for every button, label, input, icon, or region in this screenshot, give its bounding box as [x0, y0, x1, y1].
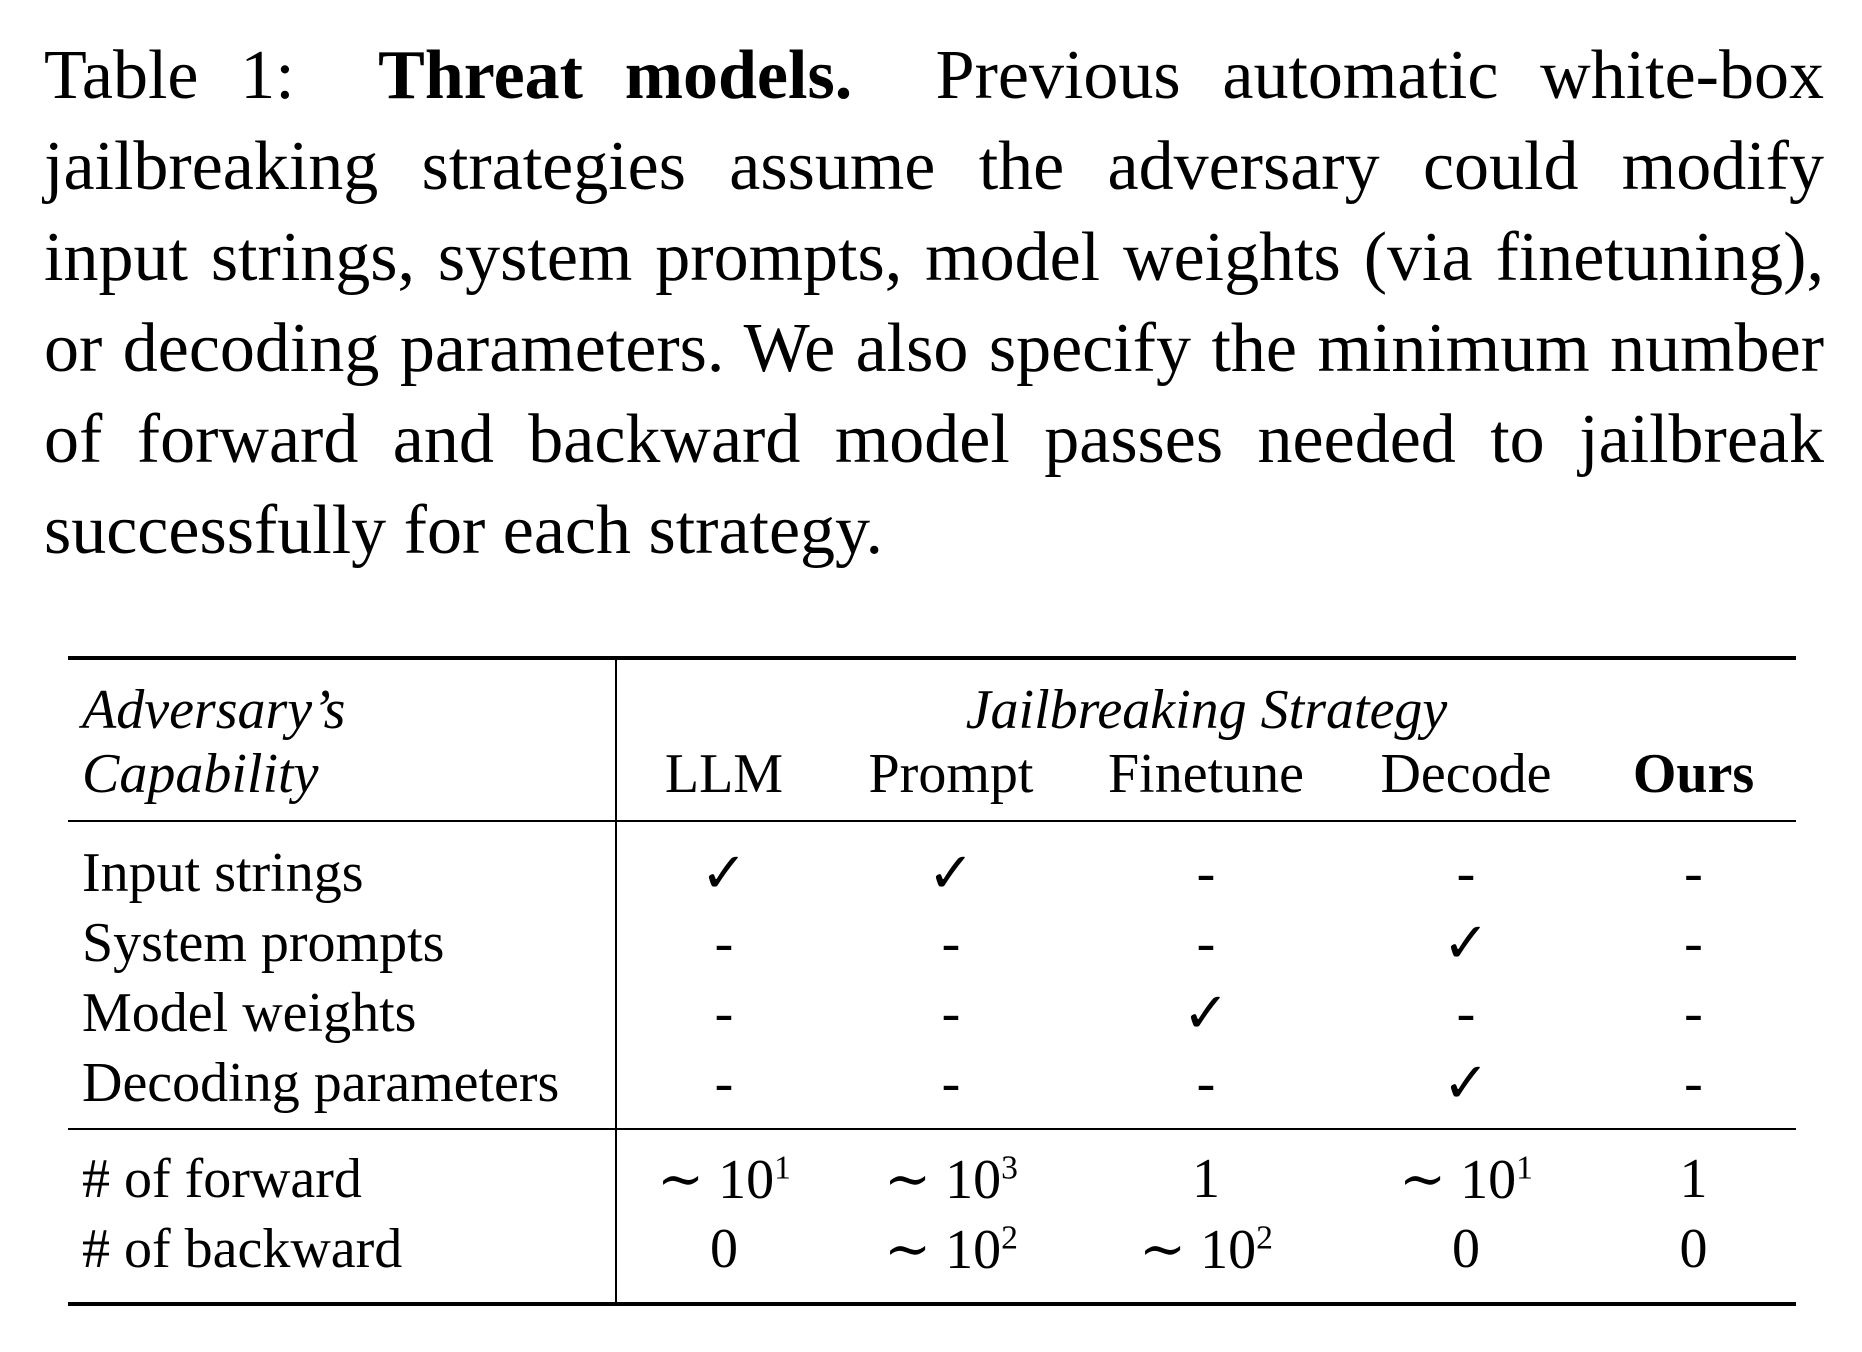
- table-cell: [831, 1129, 1071, 1214]
- cell-base: 0: [710, 1218, 738, 1280]
- table-cell: -: [714, 912, 734, 974]
- table-cell: [1591, 1129, 1796, 1214]
- row-label: Decoding parameters: [68, 1048, 616, 1129]
- cell-base: 0: [1679, 1218, 1708, 1280]
- table-cell: -: [941, 982, 961, 1044]
- cell-exponent: 1: [1516, 1148, 1533, 1186]
- row-label: # of forward: [68, 1129, 616, 1214]
- table: [68, 656, 1796, 1306]
- row-header-line2: Capability: [68, 742, 616, 821]
- caption-title: Threat models.: [378, 37, 853, 114]
- table-cell: -: [941, 912, 961, 974]
- table-cell: -: [1684, 982, 1703, 1044]
- table-cell: [1341, 1214, 1591, 1304]
- table-cell: -: [1684, 912, 1703, 974]
- col-header-llm: LLM: [664, 743, 784, 805]
- table-cell: -: [1341, 821, 1591, 908]
- cell-exponent: 2: [1256, 1218, 1273, 1256]
- header-row-1: [68, 658, 1796, 742]
- table-cell: [1591, 1214, 1796, 1304]
- caption-label: Table 1:: [44, 37, 295, 114]
- table-cell: -: [1684, 1052, 1703, 1114]
- cell-base: ∼ 10: [884, 1218, 1002, 1281]
- row-label: # of backward: [68, 1214, 616, 1304]
- table-cell: -: [1071, 821, 1341, 908]
- table-cell: -: [1456, 982, 1476, 1044]
- cell-base: ∼ 10: [657, 1148, 775, 1211]
- row-label: Input strings: [68, 821, 616, 908]
- table-cell: ✓: [1182, 980, 1230, 1046]
- row-header-line1: Adversary’s: [68, 658, 616, 742]
- table-cell: -: [714, 1052, 734, 1114]
- caption-text: Previous automatic white-box jailbreaking strategies assume the adversary could modify input strings, system prompts, model weights (via finetuning), or decoding parameters. We also specify the minimum number of forward and backward model passes needed to jailbreak successfully for each strategy.: [44, 37, 1824, 569]
- table-cell: [616, 1129, 831, 1214]
- cell-exponent: 3: [1001, 1148, 1018, 1186]
- group-header: Jailbreaking Strategy: [616, 658, 1796, 742]
- table-row: [68, 1048, 1796, 1129]
- table-row: [68, 1214, 1796, 1304]
- cell-base: 1: [1192, 1148, 1220, 1210]
- row-label: System prompts: [68, 908, 616, 978]
- table-row: [68, 978, 1796, 1048]
- table-cell: ✓: [1442, 1050, 1490, 1116]
- cell-base: 0: [1452, 1218, 1480, 1280]
- header-row-2: [68, 742, 1796, 821]
- table-row: [68, 1129, 1796, 1214]
- table-row: [68, 821, 1796, 908]
- table-cell: ✓: [831, 821, 1071, 908]
- threat-models-table: [68, 656, 1796, 1306]
- cell-base: ∼ 10: [884, 1148, 1002, 1211]
- table-cell: [1341, 1129, 1591, 1214]
- col-header-ours: Ours: [1632, 743, 1755, 805]
- col-header-prompt: Prompt: [868, 743, 1034, 805]
- cell-exponent: 2: [1001, 1218, 1018, 1256]
- table-cell: -: [1196, 1052, 1216, 1114]
- table-row: [68, 908, 1796, 978]
- table-cell: -: [1196, 912, 1216, 974]
- col-header-finetune: Finetune: [1108, 743, 1304, 805]
- table-cell: [616, 1214, 831, 1304]
- cell-base: ∼ 10: [1139, 1218, 1257, 1281]
- table-cell: -: [714, 982, 734, 1044]
- cell-exponent: 1: [774, 1148, 791, 1186]
- cell-base: ∼ 10: [1399, 1148, 1517, 1211]
- cell-base: 1: [1679, 1148, 1708, 1210]
- table-cell: [831, 1214, 1071, 1304]
- table-cell: -: [941, 1052, 961, 1114]
- table-cell: -: [1591, 821, 1796, 908]
- row-label: Model weights: [68, 978, 616, 1048]
- table-cell: [1071, 1214, 1341, 1304]
- table-cell: ✓: [616, 821, 831, 908]
- col-header-decode: Decode: [1380, 743, 1552, 805]
- table-cell: [1071, 1129, 1341, 1214]
- table-cell: ✓: [1442, 910, 1490, 976]
- table-caption: [44, 30, 1824, 576]
